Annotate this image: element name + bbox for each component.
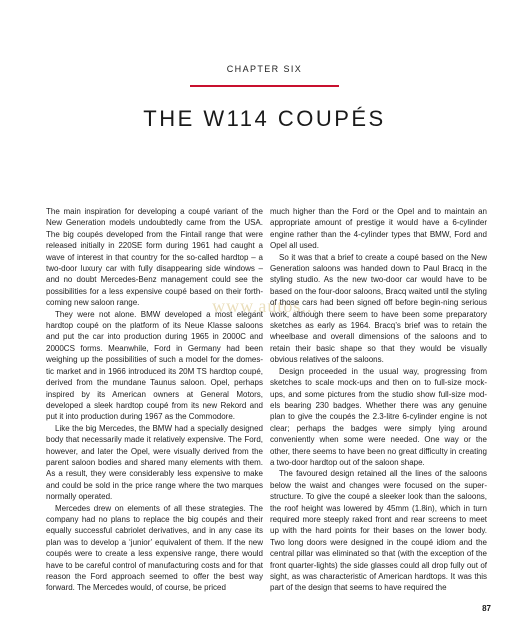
paragraph: Mercedes drew on elements of all these strategies. The company had no plans to replace the big coupés and their equally successful cabriolet derivatives, and in any case its plan was to develop a ‘junior’ equivalent of them. If the new coupés were to create a less expensive range, there would have to be careful control of manufacturing costs and for that reason the Ford approach seemed to offer the best way forward. The Mercedes would, of course, be priced <box>46 503 263 593</box>
paragraph: Like the big Mercedes, the BMW had a specially designed body that necessarily made it relatively expensive. The Ford, however, and later the Opel, were visually derived from the parent saloon bodies and shared many elements with them. As a result, they were considerably less expensive to make and could be sold in the price range where the two marques normally operated. <box>46 423 263 502</box>
body-column-left <box>46 206 263 594</box>
paragraph: The main inspiration for developing a coupé variant of the New Generation models undoubtedly came from the USA. The big coupés developed from the Fintail range that were released initially in 220SE form during 1961 had caught a wave of interest in that country for the so-called hardtop – a two-door luxury car with fully disappearing side windows – and no doubt Mercedes-Benz management could see the possibilities for a less expensive coupé based on their forth-coming new saloon range. <box>46 207 263 308</box>
paragraph: much higher than the Ford or the Opel and to maintain an appropriate amount of prestige it would have a 6-cylinder engine rather than the 4-cylinder types that BMW, Ford and Opel all used. <box>270 207 487 251</box>
watermark: www.autos... <box>212 296 318 316</box>
page-number: 87 <box>482 604 491 613</box>
body-column-right <box>270 206 487 594</box>
chapter-label: CHAPTER SIX <box>226 64 303 74</box>
paragraph: The favoured design retained all the lines of the saloons below the waist and changes were focused on the super-structure. To give the coupé a sleeker look than the saloons, the roof height was lowered by 45mm (1.8in), which in turn required more steeply raked front and rear screens to meet up with the hard points for their bases on the lower body. Two long doors were designed in the coupé idiom and the central pillar was eliminated so that (with the exception of the front quarter-lights) the side glasses could all drop fully out of sight, as was characteristic of American hardtops. It was this part of the design that seems to have required the <box>270 469 487 593</box>
paragraph: So it was that a brief to create a coupé based on the New Generation saloons was handed down to Paul Bracq in the styling studio. As the new two-door car would have to be based on the four-door saloons, Bracq waited until the styling of those cars had been signed off before begin-ning serious work, although there seem to have been some preparatory sketches as early as 1964. Bracq’s brief was to retain the wheelbase and overall dimensions of the saloons and to retain their basic shape so that they would be visually obvious relatives of the saloons. <box>270 252 487 365</box>
paragraph: Design proceeded in the usual way, progressing from sketches to scale mock-ups and then on to full-size mock-ups, and some pictures from the studio show full-size mod-els bearing 230 badges. Whether there was any genuine plan to give the coupés the 2.3-litre 6-cylinder engine is not clear; perhaps the badges were simply lying around conveniently when some were needed. One way or the other, there seems to have been no great difficulty in creating a two-door hardtop out of the saloon shape. <box>270 366 487 467</box>
page-title: THE W114 COUPÉS <box>143 106 386 131</box>
chapter-rule <box>190 85 339 87</box>
paragraph: They were not alone. BMW developed a most elegant hardtop coupé on the platform of its Neue Klasse saloons and put the car into production during 1965 in 2000C and 2000CS forms. Meanwhile, Ford in Germany had been weighing up the possibilities of such a model for the domes-tic market and in 1966 introduced its 20M TS hardtop coupé, derived from the mundane Taunus saloon. Opel, perhaps inspired by its American owners at General Motors, developed a sleek hardtop coupé from its new Rekord and put it into production during 1967 as the Commodore. <box>46 309 263 422</box>
